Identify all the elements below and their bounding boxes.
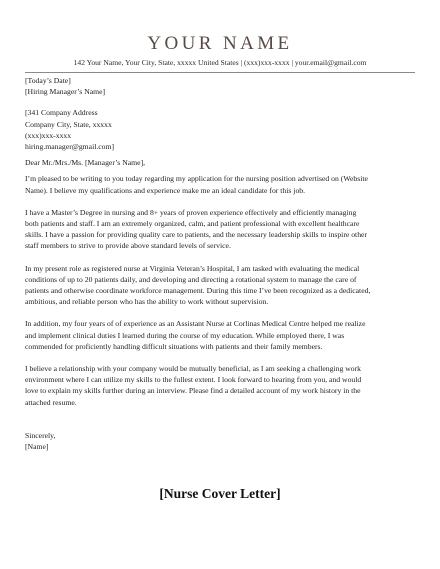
sender-name-heading: YOUR NAME [147,33,293,54]
address-line: hiring.manager@gmail.com] [25,142,115,152]
header-divider [25,72,415,73]
address-line: (xxx)xxx-xxxx [25,130,72,140]
letter-date: [Today’s Date] [25,76,71,85]
letter-body [25,75,420,452]
closing: Sincerely, [25,430,56,440]
address-line: [341 Company Address [25,108,98,118]
paragraph-line: staff members to strive to provide above standard levels of service. [25,241,231,251]
sender-contact-line: 142 Your Name, Your City, State, xxxxx United States | (xxx)xxx-xxxx | your.email@gmail.com [73,58,367,67]
paragraph-line: environment where I can utilize my skills to the fullest extent. I look forward to hearing from you, and would [25,375,362,385]
paragraph-4 [25,318,420,352]
paragraph-line: and implement clinical duties I learned during the course of my education. While employed there, I was [25,330,345,340]
address-line: Company City, State, xxxxx [25,119,112,129]
paragraph-line: Name). I believe my qualifications and experience make me an ideal candidate for this job. [25,185,306,195]
paragraph-line: patients and otherwise coordinate workforce management. During this time I’ve been recognized as a dedicated, [25,286,371,296]
paragraph-line: ambitious, and reliable person who has the ability to work without supervision. [25,297,269,307]
paragraph-line: skills. I have a passion for providing quality care to patients, and the necessary leadership skills to inspire other [25,230,368,240]
paragraph-line: both patients and staff. I am an extremely organized, calm, and patient professional with excellent healthcare [25,219,360,229]
document-title-caption: [Nurse Cover Letter] [159,486,281,501]
paragraph-line: In addition, my four years of of experience as an Assistant Nurse at Corlinas Medical Centre helped me realize [25,319,366,329]
paragraph-line: conditions of up to 20 patients daily, and developing and directing a rotational system to manage the care of [25,274,357,284]
paragraph-line: attached resume. [25,397,77,407]
paragraph-line: I believe a relationship with your company would be mutually beneficial, as I am seeking a challenging work [25,364,362,374]
paragraph-2 [25,207,420,252]
paragraph-5 [25,363,420,408]
recipient-address-block [25,107,420,152]
paragraph-line: I have a Master’s Degree in nursing and 8+ years of proven experience effectively and efficiently managing [25,207,357,217]
paragraph-3 [25,263,420,308]
paragraph-line: In my present role as registered nurse at Virginia Veteran’s Hospital, I am tasked with evaluating the medical [25,263,360,273]
hiring-manager-name: [Hiring Manager’s Name] [25,87,106,97]
paragraph-line: commended for proficiently handling difficult situations with patients and their family members. [25,341,323,351]
signature-name: [Name] [25,442,49,452]
paragraph-line: love to explain my skills further during an interview. Please find a detailed account of my work history in the [25,386,361,396]
salutation: Dear Mr./Mrs./Ms. [Manager’s Name], [25,158,146,168]
paragraph-line: I’m pleased to be writing to you today regarding my application for the nursing position advertised on (Website [25,174,368,184]
paragraph-1 [25,173,420,195]
